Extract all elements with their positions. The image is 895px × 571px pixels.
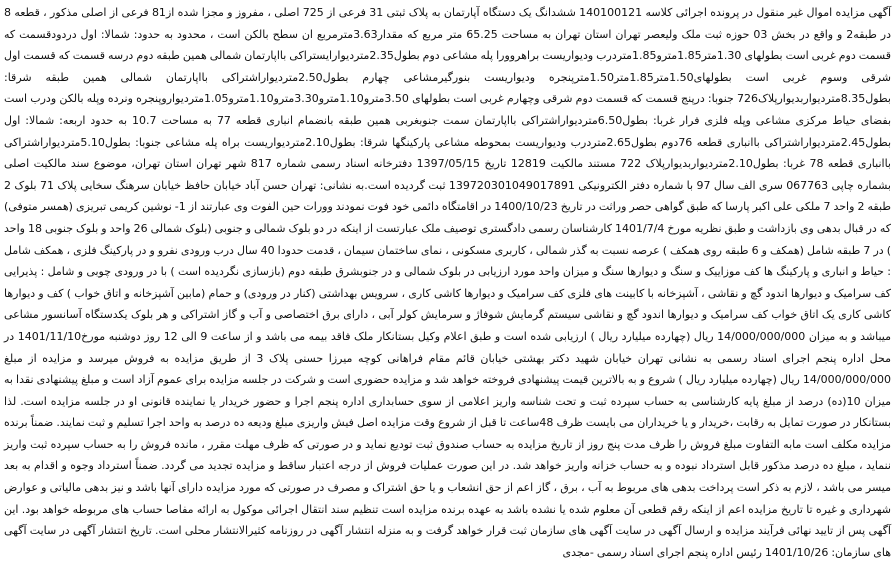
auction-notice-text: آگهی مزایده اموال غیر منقول در پرونده اجرائی کلاسه 140100121 ششدانگ یک دستگاه آپارتمان به پلاک ثبتی 31 فرعی از 725 اصلی ، مفروز و مجزا شده از81 فرعی از اصلی مذکور ، قطعه 8 در طبقه2 و واقع در بخش 03 حوزه ثبت ملک ولیعصر تهران استان تهران به مساحت 65.25 متر مربع که مقدار3.63مترمربع ان سطح بالکن است ، محدود به حدود: شمالا: اول دردودقسمت که قسمت دوم غربی است بطولهای 1.30متر1.85مترو1.85متردرب ودیواریست براهروورا پله مشاعی دوم بطول2.35متردیوارایستراکی بااپارتمان شمالی همین طبقه دوم درسه قسمت که قسمت اول شرقی وسوم غربی است بطولهای1.50متر1.85متر1.50مترپنجره ودیواریست بنورگیرمشاعی چهارم بطول2.50متردیواراشتراکی بااپارتمان شمالی همین طبقه شرقا: بطول8.35متردیواربدیوارپلاک726 جنوبا: درپنج قسمت که قسمت دوم شرقی وچهارم غربی است بطولهای 3.50مترو1.10مترو3.30مترو1.10مترو1.05متردیواروپنجره ونرده وپله بالکن ودرب است بفضای حیاط مرکزی مشاعی وپله فلزی فرار غربا: بطول6.50متردیواراشتراکی بااپارتمان سمت جنوبغربی همین طبقه بانضمام انباری قطعه 77 به مساحت 10.7 به حدود اربعه: شمالا: اول بطول2.45متردیواراشتراکی باانباری قطعه 76دوم بطول2.65متردرب ودیواریست بمحوطه مشاعی پارکینگها شرقا: بطول2.10متردیواریست براه پله مشاعی جنوبا: بطول5.10متردیواراشتراکی باانباری قطعه 78 غربا: بطول2.10متردیواربدیوارپلاک 722 مستند مالکیت 12819 تاریخ 1397/05/15 دفترخانه اسناد رسمی شماره 817 شهر تهران استان تهران، موضوع سند مالکیت اصلی بشماره چاپی 067763 سری الف سال 97 با شماره دفتر الکترونیکی 139720301049017891 ثبت گردیده است.به نشانی: تهران حسن آباد خیابان حافظ خیابان سرهنگ سخایی پلاک 71 بلوک 2 طبقه 2 واحد 7 ملکی علی اکبر پارسا که طبق گواهی حصر وراثت در تاریخ 1400/10/23 در اقامتگاه دائمی خود فوت نمودند وورات حین الفوت وی عبارتند از 1- نوشین کریمی تبریزی (همسر متوفی) که در قبال بدهی وی بازداشت و طبق نظریه مورخ 1401/7/4 کارشناسان رسمی دادگستری توصیف ملک عبارتست از اینکه در دو بلوک شمالی و جنوبی (بلوک شمالی 26 واحد و بلوک جنوبی 18 واحد ) در 7 طبقه شامل (همکف و 6 طبقه روی همکف ) عرصه نسبت به گذر شمالی ، کاربری مسکونی ، نمای ساختمان سیمان ، قدمت حدودا 40 سال درب ورودی نفرو و در پارکینگ فلزی ، همکف شامل : حیاط و انباری و پارکینگ ها کف موزاییک و سنگ و دیوارها سنگ و میزان واحد مورد ارزیابی در بلوک شمالی و در جنوبشرق طبقه دوم (بازسازی نگردیده است ) با در ورودی چوبی و شامل : پذیرایی کف سرامیک و دیوارها اندود گچ و نقاشی ، آشپزخانه با کابینت های فلزی کف سرامیک و دیوارها کاشی کاری ، سرویس بهداشتی (کنار در ورودی) و حمام (مابین آشپزخانه و اتاق خواب ) کف و دیوارها کاشی کاری یک اتاق خواب کف سرامیک و دیوارها اندود گچ و نقاشی سیستم گرمایش شوفاژ و سرمایش کولر آبی ، دارای برق اختصاصی و آب و گاز اشتراکی و هر بلوک یکدستگاه آسانسور مشاعی میباشد و به میزان 14/000/000/000 ریال (چهارده میلیارد ریال ) ارزیابی شده است و طبق اعلام وکیل بستانکار ملک فاقد بیمه می باشد و از ساعت 9 الی 12 روز دوشنبه مورخ1401/11/10 در محل اداره پنجم اجرای اسناد رسمی به نشانی تهران خیابان شهید دکتر بهشتی خیابان قائم مقام فراهانی کوچه میرزا حسنی پلاک 3 از طریق مزایده به فروش میرسد و مزایده از مبلغ 14/000/000/000 ریال (چهارده میلیارد ریال ) شروع و به بالاترین قیمت پیشنهادی فروخته خواهد شد و مزایده حضوری است و شرکت در جلسه مزایده برای عموم آزاد است و مبلغ پیشنهادی نقدا به میزان 10(ده) درصد از مبلغ پایه کارشناسی به حساب سپرده ثبت و تحت شناسه واریز اعلامی از سوی حسابداری اداره پنجم اجرا و حضور خریدار یا نماینده قانونی او در جلسه مزایده است. لذا بستانکار در صورت تمایل به رقابت ،خریدار و یا خریداران می بایست ظرف 48ساعت تا قبل از شروع وقت مزایده اصل فیش واریزی مبلغ ودیعه ده درصد به واحد اجرا تسلیم و ثبت نمایند. ضمناً برنده مزایده مکلف است مابه التفاوت مبلغ فروش را ظرف مدت پنج روز از تاریخ مزایده به حساب صندوق ثبت تودیع نماید و در صورتی که ظرف مهلت مقرر ، مانده فروش را به حساب سپرده ثبت واریز ننماید ، مبلغ ده درصد مذکور قابل استرداد نبوده و به حساب خزانه واریز خواهد شد. در این صورت عملیات فروش از درجه اعتبار ساقط و مزایده تجدید می گردد. ضمناً استرداد وجوه و اقدام به بعد میسر می باشد ، لازم به ذکر است پرداخت بدهی های مربوط به آب ، برق ، گاز اعم از حق انشعاب و یا حق اشتراک و مصرف در صورتی که مورد مزایده دارای آنها باشد و نیز بدهی مالیاتی و عوارض شهرداری و غیره تا تاریخ مزایده اعم از اینکه رقم قطعی آن معلوم شده یا نشده باشد به عهده برنده مزایده است تنظیم سند انتقال اجرائی موکول به ارائه مفاصا حساب های مربوطه خواهد بود. این آگهی پس از تایید نهائی فرآیند مزایده و ارسال آگهی در سایت آگهی های سازمان ثبت قرار خواهد گرفت و به منزله انتشار آگهی در روزنامه کثیرالانتشار محلی است. تاریخ انتشار آگهی در سایت آگهی های سازمان: 1401/10/26 رئیس اداره پنجم اجرای اسناد رسمی -مجدی <box>4 6 892 559</box>
